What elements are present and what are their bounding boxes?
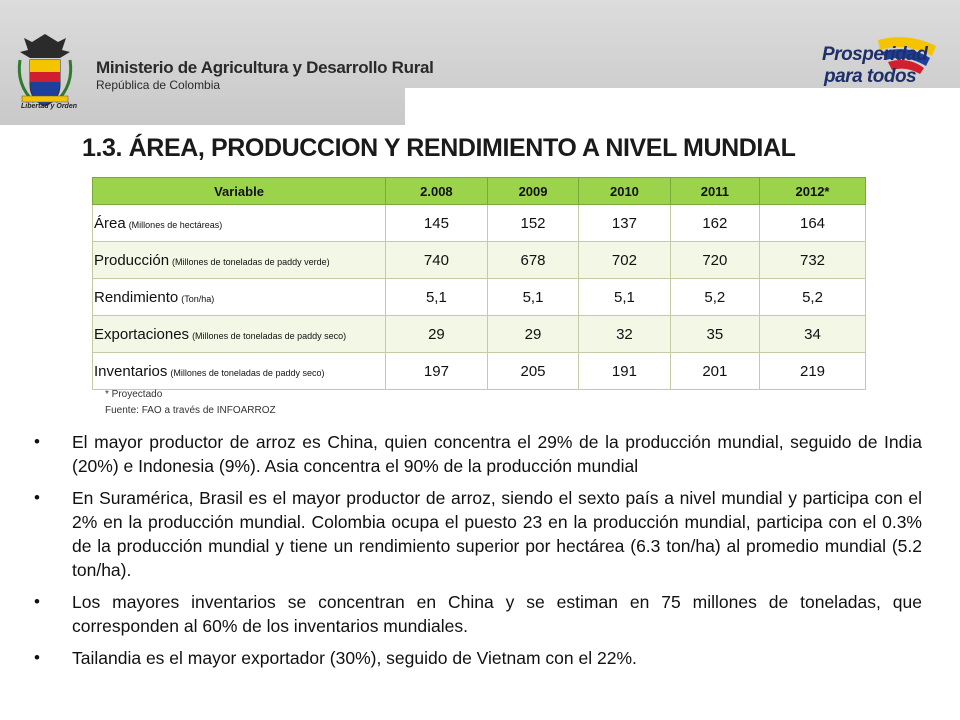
bullet-icon: • [34, 592, 40, 611]
header-year: 2012* [760, 178, 866, 205]
table-cell: 205 [487, 353, 578, 390]
logo-text-prosperidad: Prosperidad [822, 44, 928, 65]
table-header-row [93, 178, 866, 205]
variable-unit: (Millones de toneladas de paddy seco) [192, 330, 347, 341]
table-cell: 732 [760, 242, 866, 279]
variable-name: Exportaciones [94, 325, 190, 343]
table-cell: 162 [670, 205, 759, 242]
table-cell: 197 [386, 353, 488, 390]
list-item [32, 486, 922, 582]
list-item [32, 646, 922, 670]
bullet-text: En Suramérica, Brasil es el mayor productor de arroz, siendo el sexto país a nivel mundial y participa con el 2% en la producción mundial. Colombia ocupa el puesto 23 en la producción mundial, participa con el 0.3% de la producción mundial y tiene un rendimiento superior por hectárea (6.3 ton/ha) al promedio mundial (5.2 ton/ha). [72, 488, 922, 580]
table-cell: 145 [386, 205, 488, 242]
table-cell: 5,1 [579, 279, 670, 316]
header-year: 2010 [579, 178, 670, 205]
table-cell: 35 [670, 316, 759, 353]
table-cell: 5,2 [760, 279, 866, 316]
table-cell: 29 [386, 316, 488, 353]
bullet-list [32, 430, 922, 678]
table-cell: 720 [670, 242, 759, 279]
row-variable [93, 353, 386, 390]
table-cell: 740 [386, 242, 488, 279]
table-cell: 5,1 [386, 279, 488, 316]
list-item [32, 590, 922, 638]
table-cell: 152 [487, 205, 578, 242]
bullet-icon: • [34, 488, 40, 507]
header-year: 2011 [670, 178, 759, 205]
variable-name: Inventarios [94, 362, 168, 380]
table-cell: 164 [760, 205, 866, 242]
header-year: 2.008 [386, 178, 488, 205]
row-variable [93, 205, 386, 242]
table-row [93, 205, 866, 242]
table-cell: 5,2 [670, 279, 759, 316]
source-note: Fuente: FAO a través de INFOARROZ [105, 405, 276, 416]
table-row [93, 353, 866, 390]
bullet-icon: • [34, 648, 40, 667]
row-variable [93, 242, 386, 279]
crest-caption: Libertad y Orden [20, 103, 77, 110]
table-cell: 29 [487, 316, 578, 353]
table-row [93, 279, 866, 316]
table-cell: 32 [579, 316, 670, 353]
variable-name: Rendimiento [94, 288, 179, 306]
table-row [93, 242, 866, 279]
table-row [93, 316, 866, 353]
variable-name: Producción [94, 251, 170, 269]
variable-unit: (Millones de toneladas de paddy verde) [172, 256, 330, 267]
table-cell: 137 [579, 205, 670, 242]
table-cell: 34 [760, 316, 866, 353]
list-item [32, 430, 922, 478]
republic-name: República de Colombia [96, 78, 221, 92]
page-title: 1.3. ÁREA, PRODUCCION Y RENDIMIENTO A NIVEL MUNDIAL [82, 134, 796, 162]
data-table [92, 177, 866, 390]
header-year: 2009 [487, 178, 578, 205]
variable-unit: (Ton/ha) [181, 293, 215, 304]
table-cell: 191 [579, 353, 670, 390]
table-cell: 702 [579, 242, 670, 279]
table-cell: 219 [760, 353, 866, 390]
table-cell: 678 [487, 242, 578, 279]
row-variable [93, 279, 386, 316]
ministry-name: Ministerio de Agricultura y Desarrollo Rural [96, 58, 434, 77]
row-variable [93, 316, 386, 353]
table-cell: 201 [670, 353, 759, 390]
bullet-text: Tailandia es el mayor exportador (30%), seguido de Vietnam con el 22%. [72, 648, 637, 668]
variable-unit: (Millones de hectáreas) [128, 219, 223, 230]
bullet-text: El mayor productor de arroz es China, quien concentra el 29% de la producción mundial, seguido de India (20%) e Indonesia (9%). Asia concentra el 90% de la producción mundial [72, 432, 922, 476]
header-variable: Variable [93, 178, 386, 205]
logo-text-para-todos: para todos [824, 66, 917, 87]
bullet-icon: • [34, 432, 40, 451]
projected-note: * Proyectado [105, 389, 163, 400]
table-cell: 5,1 [487, 279, 578, 316]
variable-name: Área [94, 214, 126, 232]
bullet-text: Los mayores inventarios se concentran en China y se estiman en 75 millones de toneladas, que corresponden al 60% de los inventarios mundiales. [72, 592, 922, 636]
variable-unit: (Millones de toneladas de paddy seco) [170, 367, 325, 378]
